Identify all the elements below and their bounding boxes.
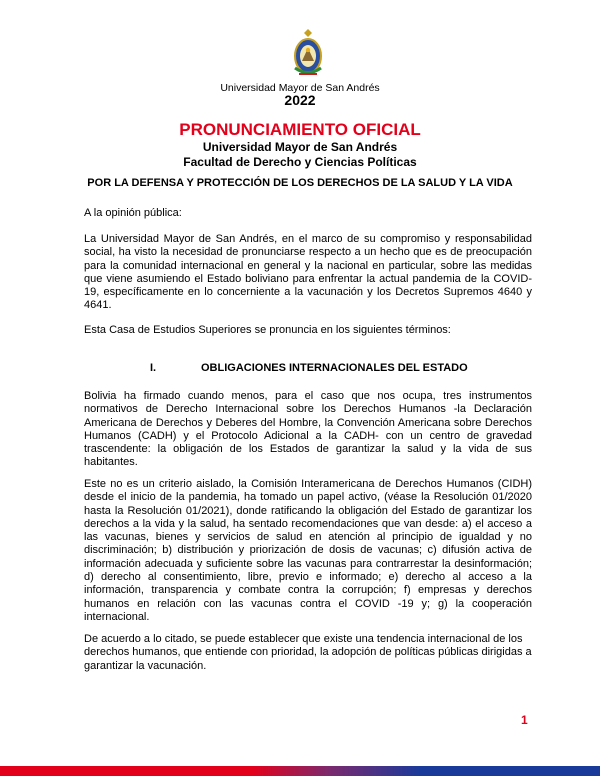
section-number: I. — [150, 362, 157, 374]
page-number: 1 — [521, 713, 528, 727]
footer-color-bar — [0, 766, 600, 776]
document-title: PRONUNCIAMIENTO OFICIAL — [179, 120, 421, 139]
greeting: A la opinión pública: — [84, 207, 182, 219]
header-university-name: Universidad Mayor de San Andrés — [220, 82, 380, 94]
paragraph-cidh: Este no es un criterio aislado, la Comisión Interamericana de Derechos Humanos (CIDH) desde el inicio de la pandemia, ha tomado un papel activo, (véase la Resolución 01/2020 hasta la Resolución 01/2021), donde ratificando la obligación del Estado de garantizar los derechos a la vida y la salud, ha sentado recomendaciones que van desde: a) el acceso a las vacunas, bienes y servicios de salud en atención al principio de igualdad y no discriminación; b) distribución y priorización de dosis de vacunas; c) difusión activa de información adecuada y suficiente sobre las vacunas para contrarrestar la desinformación; d) derecho al consentimiento, libre, previo e informado; e) derecho al acceso a la información, transparencia y combate contra la corrupción; f) empresas y derechos humanos en relación con las vacunas contra el COVID -19 y; g) la cooperación internacional. — [84, 478, 532, 623]
paragraph-treaties: Bolivia ha firmado cuando menos, para el caso que nos ocupa, tres instrumentos normativos de Derecho Internacional sobre los Derechos Humanos -la Declaración Americana de Derechos y Deberes del Hombre, la Convención Americana sobre Derechos Humanos (CADH) y el Protocolo Adicional a la CADH- con un centro de gravedad trascendente: la obligación de los Estados de garantizar la salud y la vida de sus habitantes. — [84, 390, 532, 469]
paragraph-statement: Esta Casa de Estudios Superiores se pronuncia en los siguientes términos: — [84, 324, 451, 336]
university-coat-of-arms-icon — [291, 28, 325, 80]
section-title: OBLIGACIONES INTERNACIONALES DEL ESTADO — [201, 362, 468, 374]
header-year: 2022 — [284, 92, 316, 108]
document-subject: POR LA DEFENSA Y PROTECCIÓN DE LOS DERECHOS DE LA SALUD Y LA VIDA — [87, 177, 513, 189]
paragraph-intro: La Universidad Mayor de San Andrés, en el marco de su compromiso y responsabilidad social, ha visto la necesidad de pronunciarse respecto a un hecho que es de preocupación para la comunidad internacional en general y la nacional en particular, sobre las medidas que viene asumiendo el Estado boliviano para enfrentar la actual pandemia de la COVID-19, específicamente en lo concerniente a la vacunación y los Decretos Supremos 4640 y 4641. — [84, 233, 532, 312]
document-subtitle-faculty: Facultad de Derecho y Ciencias Políticas — [183, 155, 417, 169]
paragraph-conclusion: De acuerdo a lo citado, se puede establecer que existe una tendencia internacional de los derechos humanos, que entiende con prioridad, la adopción de políticas públicas dirigidas a garantizar la vacunación. — [84, 633, 532, 672]
document-subtitle-university: Universidad Mayor de San Andrés — [202, 140, 398, 154]
